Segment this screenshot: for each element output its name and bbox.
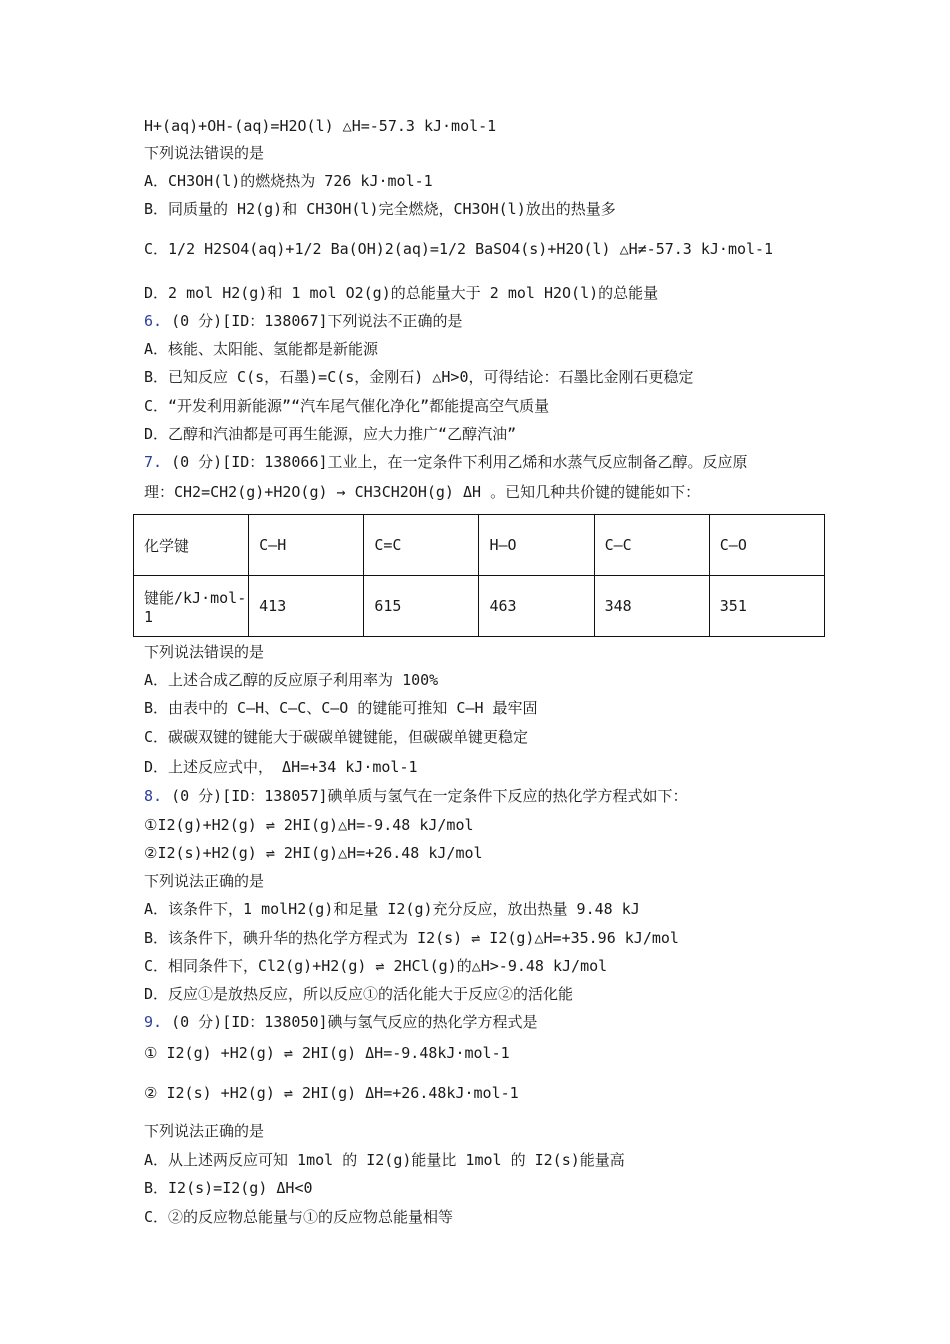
line-text: 下列说法正确的是 xyxy=(144,872,265,890)
table-cell: C—H xyxy=(249,515,364,576)
text-line xyxy=(144,815,474,835)
table-cell: 413 xyxy=(249,576,364,637)
line-text: 下列说法正确的是 xyxy=(144,1122,265,1140)
bond-energy-table xyxy=(133,514,825,637)
line-text: C．“开发利用新能源”“汽车尾气催化净化”都能提高空气质量 xyxy=(144,397,550,415)
text-line xyxy=(144,984,573,1004)
text-line xyxy=(144,670,438,690)
line-text: ①I2(g)+H2(g) ⇌ 2HI(g)△H=-9.48 kJ/mol xyxy=(144,816,474,834)
text-line xyxy=(144,452,748,472)
line-text: 下列说法错误的是 xyxy=(144,144,265,162)
line-text: C．1/2 H2SO4(aq)+1/2 Ba(OH)2(aq)=1/2 BaSO4(s)+H2O(l) △H≠-57.3 kJ·mol-1 xyxy=(144,240,774,258)
line-text: ② I2(s) +H2(g) ⇌ 2HI(g) ΔH=+26.48kJ·mol-1 xyxy=(144,1084,519,1102)
text-line xyxy=(144,843,483,863)
text-line xyxy=(144,757,418,777)
text-line xyxy=(144,424,516,444)
line-text: (0 分)[ID：138067]下列说法不正确的是 xyxy=(162,312,463,330)
line-text: ① I2(g) +H2(g) ⇌ 2HI(g) ΔH=-9.48kJ·mol-1 xyxy=(144,1044,510,1062)
table-cell: 615 xyxy=(364,576,479,637)
line-text: B．I2(s)=I2(g) ΔH<0 xyxy=(144,1179,313,1197)
table-cell: C—C xyxy=(594,515,709,576)
text-line xyxy=(144,727,528,747)
question-number: 6. xyxy=(144,312,163,330)
table-cell: 351 xyxy=(709,576,824,637)
line-text: C．相同条件下，Cl2(g)+H2(g) ⇌ 2HCl(g)的△H>-9.48 kJ/mol xyxy=(144,957,608,975)
text-line xyxy=(144,786,688,806)
text-line xyxy=(144,367,694,387)
line-text: A．上述合成乙醇的反应原子利用率为 100% xyxy=(144,671,439,689)
line-text: C．碳碳双键的键能大于碳碳单键键能，但碳碳单键更稳定 xyxy=(144,728,529,746)
line-text: C．②的反应物总能量与①的反应物总能量相等 xyxy=(144,1208,454,1226)
table-cell: C=C xyxy=(364,515,479,576)
text-line xyxy=(144,239,773,259)
line-text: D．乙醇和汽油都是可再生能源，应大力推广“乙醇汽油” xyxy=(144,425,517,443)
text-line xyxy=(144,698,538,718)
table-cell: 化学键 xyxy=(134,515,249,576)
text-line xyxy=(144,143,264,163)
line-text: B．该条件下，碘升华的热化学方程式为 I2(s) ⇌ I2(g)△H=+35.96 kJ/mol xyxy=(144,929,679,947)
table-header-row xyxy=(134,515,825,576)
line-text: D．反应①是放热反应，所以反应①的活化能大于反应②的活化能 xyxy=(144,985,574,1003)
text-line xyxy=(144,956,607,976)
text-line xyxy=(144,171,433,191)
text-line xyxy=(144,871,264,891)
text-line xyxy=(144,899,640,919)
text-line xyxy=(144,1121,264,1141)
text-line xyxy=(144,1150,625,1170)
table-row xyxy=(134,576,825,637)
line-text: A．该条件下，1 molH2(g)和足量 I2(g)充分反应，放出热量 9.48 kJ xyxy=(144,900,640,918)
line-text: 下列说法错误的是 xyxy=(144,643,265,661)
text-line xyxy=(144,1012,538,1032)
text-line xyxy=(144,1178,313,1198)
line-text: H+(aq)+OH-(aq)=H2O(l) △H=-57.3 kJ·mol-1 xyxy=(144,117,497,135)
table-cell: C—O xyxy=(709,515,824,576)
text-line xyxy=(144,199,616,219)
text-line xyxy=(144,311,463,331)
line-text: B．同质量的 H2(g)和 CH3OH(l)完全燃烧，CH3OH(l)放出的热量多 xyxy=(144,200,616,218)
line-text: ②I2(s)+H2(g) ⇌ 2HI(g)△H=+26.48 kJ/mol xyxy=(144,844,483,862)
table-cell: 键能/kJ·mol-1 xyxy=(134,576,249,637)
text-line xyxy=(144,116,496,136)
table-cell: 348 xyxy=(594,576,709,637)
line-text: A．CH3OH(l)的燃烧热为 726 kJ·mol-1 xyxy=(144,172,433,190)
text-line xyxy=(144,1207,453,1227)
text-line xyxy=(144,339,378,359)
line-text: A．从上述两反应可知 1mol 的 I2(g)能量比 1mol 的 I2(s)能量高 xyxy=(144,1151,625,1169)
text-line xyxy=(144,1043,510,1063)
line-text: D．2 mol H2(g)和 1 mol O2(g)的总能量大于 2 mol H2O(l)的总能量 xyxy=(144,284,659,302)
line-text: (0 分)[ID：138050]碘与氢气反应的热化学方程式是 xyxy=(162,1013,538,1031)
line-text: A．核能、太阳能、氢能都是新能源 xyxy=(144,340,379,358)
table-cell: 463 xyxy=(479,576,594,637)
text-line xyxy=(144,1083,519,1103)
table-cell: H—O xyxy=(479,515,594,576)
line-text: (0 分)[ID：138066]工业上，在一定条件下利用乙烯和水蒸气反应制备乙醇。反应原 xyxy=(162,453,748,471)
text-line xyxy=(144,396,549,416)
question-number: 9. xyxy=(144,1013,163,1031)
question-number: 8. xyxy=(144,787,163,805)
line-text: 理：CH2=CH2(g)+H2O(g) → CH3CH2OH(g) ΔH 。已知几种共价键的键能如下： xyxy=(144,483,701,501)
text-line xyxy=(144,642,264,662)
line-text: B．已知反应 C(s，石墨)=C(s，金刚石) △H>0，可得结论：石墨比金刚石更稳定 xyxy=(144,368,694,386)
line-text: (0 分)[ID：138057]碘单质与氢气在一定条件下反应的热化学方程式如下： xyxy=(162,787,688,805)
line-text: B．由表中的 C—H、C—C、C—O 的键能可推知 C—H 最牢固 xyxy=(144,699,538,717)
text-line xyxy=(144,482,700,502)
text-line xyxy=(144,283,658,303)
question-number: 7. xyxy=(144,453,163,471)
text-line xyxy=(144,928,679,948)
line-text: D．上述反应式中， ΔH=+34 kJ·mol-1 xyxy=(144,758,418,776)
